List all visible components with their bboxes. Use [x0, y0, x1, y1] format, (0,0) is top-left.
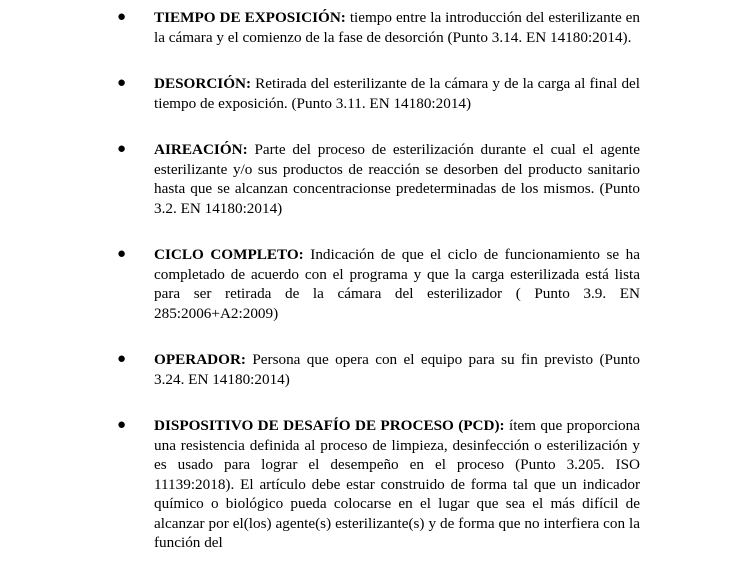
- definition-list: [0, 8, 750, 580]
- definition-item-tiempo-de-exposicion: [0, 8, 640, 47]
- definition-term: DESORCIÓN:: [154, 75, 252, 92]
- definition-term: DISPOSITIVO DE DESAFÍO DE PROCESO (PCD):: [154, 417, 505, 434]
- definition-item-aireacion: [0, 140, 640, 218]
- definition-term: TIEMPO DE EXPOSICIÓN:: [154, 9, 346, 26]
- definition-item-pcd: [0, 416, 640, 553]
- definition-text: Indicación de que el ciclo de funcionamiento se ha completado de acuerdo con el programa y que la carga esterilizada está lista para ser retirada de la cámara del esterilizador ( Punto 3.9. EN 285:2006+A2:2009): [154, 246, 641, 322]
- bullet-icon: ●: [117, 141, 127, 157]
- definition-item-operador: [0, 350, 640, 389]
- bullet-icon: ●: [117, 9, 127, 25]
- bullet-icon: ●: [117, 75, 127, 91]
- definition-item-ciclo-completo: [0, 245, 640, 323]
- bullet-icon: ●: [117, 351, 127, 367]
- definition-text: Retirada del esterilizante de la cámara y de la carga al final del tiempo de exposición. (Punto 3.11. EN 14180:2014): [154, 75, 640, 112]
- definition-term: AIREACIÓN:: [154, 141, 248, 158]
- definition-text: Parte del proceso de esterilización durante el cual el agente esterilizante y/o sus productos de reacción se desorben del producto sanitario hasta que se alcanzan concentracionse predeterminadas de los mismos. (Punto 3.2. EN 14180:2014): [154, 141, 640, 217]
- definition-term: OPERADOR:: [154, 351, 246, 368]
- definition-term: CICLO COMPLETO:: [154, 246, 304, 263]
- definition-text: tiempo entre la introducción del esterilizante en la cámara y el comienzo de la fase de desorción (Punto 3.14. EN 14180:2014).: [154, 9, 640, 46]
- definition-text: Persona que opera con el equipo para su fin previsto (Punto 3.24. EN 14180:2014): [154, 351, 640, 388]
- definition-text: ítem que proporciona una resistencia definida al proceso de limpieza, desinfección o esterilización y es usado para lograr el desempeño en el proceso (Punto 3.205. ISO 11139:2018). El artículo debe estar construido de forma tal que un indicador químico o biológico pueda colocarse en el lugar que sea el más difícil de alcanzar por el(los) agente(s) esterilizante(s) y de forma que no interfiera con la función del: [154, 417, 640, 551]
- bullet-icon: ●: [117, 417, 127, 433]
- bullet-icon: ●: [117, 246, 127, 262]
- definition-item-desorcion: [0, 74, 640, 113]
